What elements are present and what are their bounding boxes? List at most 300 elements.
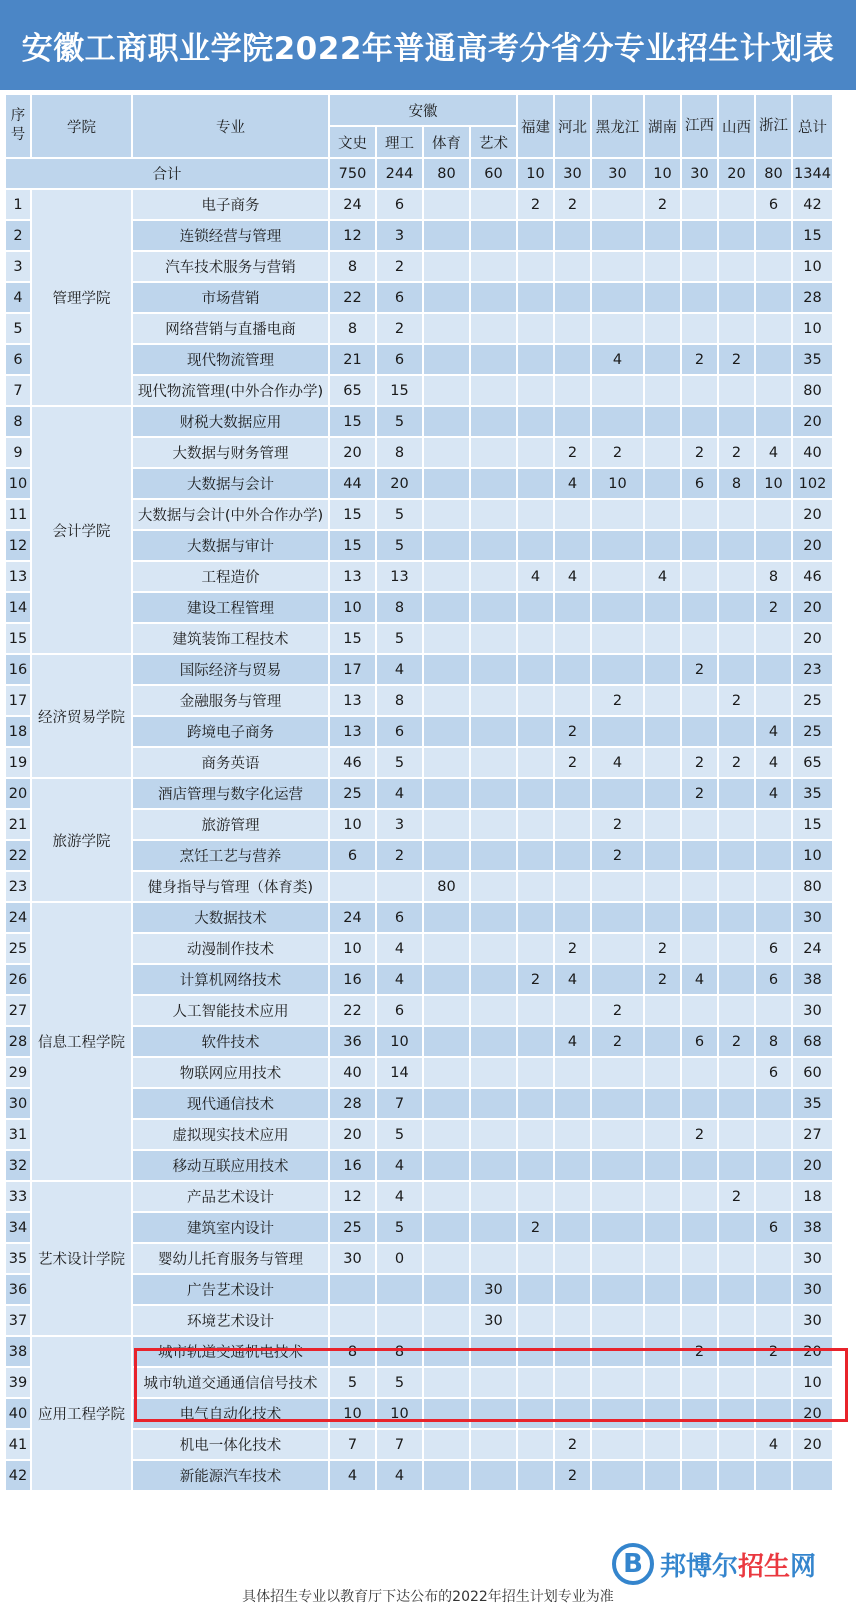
quota-cell (517, 1460, 554, 1491)
quota-cell (718, 561, 755, 592)
quota-cell (755, 654, 792, 685)
quota-cell (718, 592, 755, 623)
quota-cell (554, 530, 591, 561)
header-yishu: 艺术 (470, 126, 517, 158)
quota-cell (470, 747, 517, 778)
quota-cell (470, 1367, 517, 1398)
quota-cell (644, 995, 681, 1026)
quota-cell (591, 871, 644, 902)
quota-cell (470, 1026, 517, 1057)
row-seq: 38 (5, 1336, 31, 1367)
quota-cell (423, 251, 470, 282)
row-seq: 25 (5, 933, 31, 964)
quota-cell: 4 (554, 1026, 591, 1057)
quota-cell: 35 (792, 1088, 833, 1119)
quota-cell (755, 1460, 792, 1491)
row-seq: 31 (5, 1119, 31, 1150)
quota-cell (755, 530, 792, 561)
quota-cell (644, 375, 681, 406)
quota-cell: 2 (681, 1336, 718, 1367)
quota-cell (591, 375, 644, 406)
quota-cell (755, 313, 792, 344)
quota-cell (644, 1181, 681, 1212)
quota-cell: 10 (792, 251, 833, 282)
college-name: 会计学院 (31, 406, 132, 654)
total-value: 10 (644, 158, 681, 189)
quota-cell (554, 778, 591, 809)
major-name: 人工智能技术应用 (132, 995, 329, 1026)
quota-cell (423, 716, 470, 747)
quota-cell (718, 1088, 755, 1119)
major-name: 物联网应用技术 (132, 1057, 329, 1088)
quota-cell: 2 (718, 685, 755, 716)
quota-cell (681, 1460, 718, 1491)
major-name: 大数据与财务管理 (132, 437, 329, 468)
quota-cell (423, 933, 470, 964)
quota-cell (517, 1026, 554, 1057)
quota-cell (470, 1212, 517, 1243)
total-value: 80 (755, 158, 792, 189)
quota-cell: 30 (792, 995, 833, 1026)
quota-cell (644, 344, 681, 375)
quota-cell: 10 (329, 809, 376, 840)
quota-cell (554, 809, 591, 840)
quota-cell (718, 1274, 755, 1305)
quota-cell (470, 778, 517, 809)
quota-cell: 10 (591, 468, 644, 499)
quota-cell (423, 654, 470, 685)
quota-cell (644, 1088, 681, 1119)
quota-cell: 2 (554, 716, 591, 747)
quota-cell: 10 (792, 313, 833, 344)
quota-cell (591, 1119, 644, 1150)
quota-cell (755, 251, 792, 282)
quota-cell (423, 840, 470, 871)
quota-cell (644, 654, 681, 685)
quota-cell: 2 (718, 344, 755, 375)
quota-cell (644, 623, 681, 654)
quota-cell (470, 468, 517, 499)
row-seq: 6 (5, 344, 31, 375)
quota-cell: 2 (718, 747, 755, 778)
quota-cell (755, 995, 792, 1026)
quota-cell: 3 (376, 220, 423, 251)
major-name: 产品艺术设计 (132, 1181, 329, 1212)
quota-cell (591, 1398, 644, 1429)
quota-cell (591, 313, 644, 344)
quota-cell (470, 1398, 517, 1429)
quota-cell: 35 (792, 778, 833, 809)
quota-cell (591, 778, 644, 809)
major-name: 建设工程管理 (132, 592, 329, 623)
quota-cell (718, 313, 755, 344)
quota-cell: 20 (792, 1336, 833, 1367)
quota-cell: 2 (644, 933, 681, 964)
quota-cell (423, 623, 470, 654)
row-seq: 14 (5, 592, 31, 623)
quota-cell (644, 1119, 681, 1150)
quota-cell (644, 499, 681, 530)
quota-cell (755, 685, 792, 716)
quota-cell (470, 561, 517, 592)
quota-cell (517, 1119, 554, 1150)
row-seq: 1 (5, 189, 31, 220)
quota-cell (423, 220, 470, 251)
quota-cell: 80 (792, 375, 833, 406)
major-name: 电子商务 (132, 189, 329, 220)
quota-cell: 2 (718, 1181, 755, 1212)
quota-cell (517, 406, 554, 437)
quota-cell (470, 530, 517, 561)
quota-cell: 2 (517, 1212, 554, 1243)
quota-cell (554, 1367, 591, 1398)
quota-cell: 23 (792, 654, 833, 685)
quota-cell: 30 (792, 902, 833, 933)
quota-cell: 2 (517, 189, 554, 220)
quota-cell (755, 375, 792, 406)
quota-cell (718, 902, 755, 933)
quota-cell: 4 (376, 933, 423, 964)
quota-cell (644, 406, 681, 437)
quota-cell: 2 (554, 189, 591, 220)
quota-cell (718, 530, 755, 561)
quota-cell (423, 1367, 470, 1398)
quota-cell (517, 995, 554, 1026)
table-row (5, 1181, 833, 1212)
quota-cell (644, 1150, 681, 1181)
quota-cell: 4 (329, 1460, 376, 1491)
quota-cell (681, 220, 718, 251)
quota-cell (517, 468, 554, 499)
quota-cell (644, 1243, 681, 1274)
quota-cell (554, 623, 591, 654)
quota-cell: 2 (681, 437, 718, 468)
quota-cell: 68 (792, 1026, 833, 1057)
quota-cell (517, 220, 554, 251)
row-seq: 32 (5, 1150, 31, 1181)
quota-cell (755, 809, 792, 840)
quota-cell: 2 (644, 189, 681, 220)
quota-cell (517, 1057, 554, 1088)
quota-cell (718, 375, 755, 406)
header-major: 专业 (132, 94, 329, 158)
quota-cell (554, 1336, 591, 1367)
row-seq: 19 (5, 747, 31, 778)
quota-cell (517, 1336, 554, 1367)
quota-cell (591, 189, 644, 220)
quota-cell: 2 (591, 840, 644, 871)
quota-cell: 44 (329, 468, 376, 499)
quota-cell: 6 (755, 1212, 792, 1243)
quota-cell (755, 1088, 792, 1119)
quota-cell (591, 1088, 644, 1119)
quota-cell (681, 809, 718, 840)
quota-cell (681, 1181, 718, 1212)
quota-cell (470, 313, 517, 344)
quota-cell: 4 (755, 778, 792, 809)
total-value: 60 (470, 158, 517, 189)
quota-cell (423, 1181, 470, 1212)
quota-cell (423, 685, 470, 716)
quota-cell: 6 (376, 902, 423, 933)
header-fujian: 福建 (517, 94, 554, 158)
quota-cell (644, 1305, 681, 1336)
total-value: 30 (681, 158, 718, 189)
quota-cell: 4 (554, 964, 591, 995)
quota-cell (591, 1057, 644, 1088)
quota-cell (591, 1150, 644, 1181)
quota-cell (755, 344, 792, 375)
quota-cell (755, 406, 792, 437)
row-seq: 21 (5, 809, 31, 840)
quota-cell (470, 220, 517, 251)
quota-cell (718, 406, 755, 437)
row-seq: 20 (5, 778, 31, 809)
quota-cell (423, 1150, 470, 1181)
quota-cell: 13 (376, 561, 423, 592)
quota-cell (591, 1460, 644, 1491)
quota-cell: 6 (329, 840, 376, 871)
quota-cell: 36 (329, 1026, 376, 1057)
total-row (5, 158, 833, 189)
major-name: 市场营销 (132, 282, 329, 313)
quota-cell: 28 (329, 1088, 376, 1119)
quota-cell: 4 (755, 716, 792, 747)
quota-cell (423, 499, 470, 530)
quota-cell (470, 840, 517, 871)
major-name: 现代物流管理 (132, 344, 329, 375)
quota-cell (718, 871, 755, 902)
quota-cell: 14 (376, 1057, 423, 1088)
quota-cell: 7 (376, 1088, 423, 1119)
quota-cell (423, 530, 470, 561)
quota-cell: 4 (755, 747, 792, 778)
quota-cell (470, 1429, 517, 1460)
quota-cell (470, 406, 517, 437)
quota-cell (591, 1367, 644, 1398)
quota-cell (517, 251, 554, 282)
quota-cell (554, 313, 591, 344)
quota-cell: 80 (423, 871, 470, 902)
quota-cell (681, 1057, 718, 1088)
quota-cell (718, 778, 755, 809)
quota-cell (591, 282, 644, 313)
quota-cell (423, 1088, 470, 1119)
quota-cell: 5 (376, 406, 423, 437)
quota-cell (517, 530, 554, 561)
quota-cell (470, 251, 517, 282)
quota-cell (718, 1057, 755, 1088)
quota-cell (554, 1181, 591, 1212)
quota-cell: 2 (681, 778, 718, 809)
quota-cell (591, 1429, 644, 1460)
major-name: 虚拟现实技术应用 (132, 1119, 329, 1150)
quota-cell (470, 1057, 517, 1088)
college-name: 艺术设计学院 (31, 1181, 132, 1336)
quota-cell: 2 (591, 437, 644, 468)
quota-cell: 30 (470, 1274, 517, 1305)
quota-cell (681, 282, 718, 313)
quota-cell (423, 1212, 470, 1243)
quota-cell: 18 (792, 1181, 833, 1212)
header-zhejiang: 浙江 (755, 94, 792, 158)
quota-cell: 10 (329, 933, 376, 964)
quota-cell (591, 592, 644, 623)
quota-cell (470, 282, 517, 313)
quota-cell (755, 1150, 792, 1181)
major-name: 大数据与会计(中外合作办学) (132, 499, 329, 530)
quota-cell (554, 871, 591, 902)
quota-cell (376, 1305, 423, 1336)
quota-cell: 10 (792, 840, 833, 871)
row-seq: 36 (5, 1274, 31, 1305)
quota-cell: 30 (792, 1274, 833, 1305)
quota-cell (591, 1305, 644, 1336)
quota-cell (423, 592, 470, 623)
quota-cell (644, 840, 681, 871)
quota-cell (591, 561, 644, 592)
quota-cell: 46 (329, 747, 376, 778)
quota-cell (681, 189, 718, 220)
quota-cell (681, 561, 718, 592)
quota-cell (554, 995, 591, 1026)
header-jiangxi: 江西 (681, 94, 718, 158)
major-name: 跨境电子商务 (132, 716, 329, 747)
total-value: 1344 (792, 158, 833, 189)
row-seq: 2 (5, 220, 31, 251)
quota-cell: 5 (376, 747, 423, 778)
quota-cell (681, 871, 718, 902)
quota-cell (554, 282, 591, 313)
quota-cell (423, 1460, 470, 1491)
quota-cell (554, 840, 591, 871)
quota-cell (423, 1398, 470, 1429)
quota-cell: 4 (554, 468, 591, 499)
row-seq: 10 (5, 468, 31, 499)
quota-cell (423, 1274, 470, 1305)
quota-cell (376, 871, 423, 902)
quota-cell (644, 716, 681, 747)
quota-cell (591, 964, 644, 995)
quota-cell (517, 871, 554, 902)
total-value: 244 (376, 158, 423, 189)
quota-cell (591, 1274, 644, 1305)
quota-cell (329, 871, 376, 902)
quota-cell (470, 1243, 517, 1274)
major-name: 机电一体化技术 (132, 1429, 329, 1460)
header-college: 学院 (31, 94, 132, 158)
quota-cell: 10 (792, 1367, 833, 1398)
quota-cell (644, 809, 681, 840)
quota-cell: 5 (329, 1367, 376, 1398)
watermark (612, 1543, 816, 1585)
quota-cell: 5 (376, 623, 423, 654)
quota-cell: 28 (792, 282, 833, 313)
quota-cell: 7 (376, 1429, 423, 1460)
quota-cell (554, 344, 591, 375)
quota-cell: 22 (329, 282, 376, 313)
quota-cell: 20 (329, 437, 376, 468)
major-name: 大数据与审计 (132, 530, 329, 561)
quota-cell (423, 1057, 470, 1088)
quota-cell: 8 (329, 1336, 376, 1367)
header-hunan: 湖南 (644, 94, 681, 158)
quota-cell (591, 933, 644, 964)
quota-cell: 15 (329, 530, 376, 561)
quota-cell (470, 964, 517, 995)
quota-cell (517, 313, 554, 344)
quota-cell (517, 902, 554, 933)
quota-cell: 40 (329, 1057, 376, 1088)
quota-cell (718, 499, 755, 530)
quota-cell: 4 (376, 1181, 423, 1212)
quota-cell (681, 1212, 718, 1243)
quota-cell (591, 1336, 644, 1367)
quota-cell (517, 1150, 554, 1181)
quota-cell (681, 1150, 718, 1181)
quota-cell (644, 1460, 681, 1491)
quota-cell (681, 1243, 718, 1274)
quota-cell: 46 (792, 561, 833, 592)
quota-cell (517, 592, 554, 623)
quota-cell: 15 (329, 499, 376, 530)
quota-cell (681, 313, 718, 344)
major-name: 网络营销与直播电商 (132, 313, 329, 344)
major-name: 建筑室内设计 (132, 1212, 329, 1243)
quota-cell: 20 (792, 499, 833, 530)
quota-cell (470, 499, 517, 530)
quota-cell (681, 1367, 718, 1398)
header-heilongjiang: 黑龙江 (591, 94, 644, 158)
major-name: 城市轨道交通机电技术 (132, 1336, 329, 1367)
quota-cell: 30 (792, 1305, 833, 1336)
quota-cell: 2 (718, 437, 755, 468)
quota-cell: 4 (376, 1460, 423, 1491)
major-name: 移动互联应用技术 (132, 1150, 329, 1181)
header-tiyu: 体育 (423, 126, 470, 158)
quota-cell (681, 902, 718, 933)
quota-cell: 4 (591, 747, 644, 778)
major-name: 婴幼儿托育服务与管理 (132, 1243, 329, 1274)
quota-cell (718, 282, 755, 313)
quota-cell (644, 778, 681, 809)
major-name: 烹饪工艺与营养 (132, 840, 329, 871)
quota-cell (470, 685, 517, 716)
quota-cell (470, 1088, 517, 1119)
college-name: 旅游学院 (31, 778, 132, 902)
major-name: 金融服务与管理 (132, 685, 329, 716)
quota-cell: 6 (376, 344, 423, 375)
quota-cell (591, 1243, 644, 1274)
quota-cell (517, 1429, 554, 1460)
quota-cell (755, 902, 792, 933)
major-name: 环境艺术设计 (132, 1305, 329, 1336)
quota-cell (554, 592, 591, 623)
quota-cell: 8 (755, 561, 792, 592)
quota-cell (681, 1398, 718, 1429)
quota-cell (718, 1367, 755, 1398)
quota-cell: 6 (755, 189, 792, 220)
row-seq: 34 (5, 1212, 31, 1243)
row-seq: 17 (5, 685, 31, 716)
quota-cell: 2 (681, 747, 718, 778)
quota-cell (423, 1429, 470, 1460)
row-seq: 4 (5, 282, 31, 313)
quota-cell (517, 1274, 554, 1305)
quota-cell (470, 189, 517, 220)
quota-cell (591, 530, 644, 561)
row-seq: 16 (5, 654, 31, 685)
